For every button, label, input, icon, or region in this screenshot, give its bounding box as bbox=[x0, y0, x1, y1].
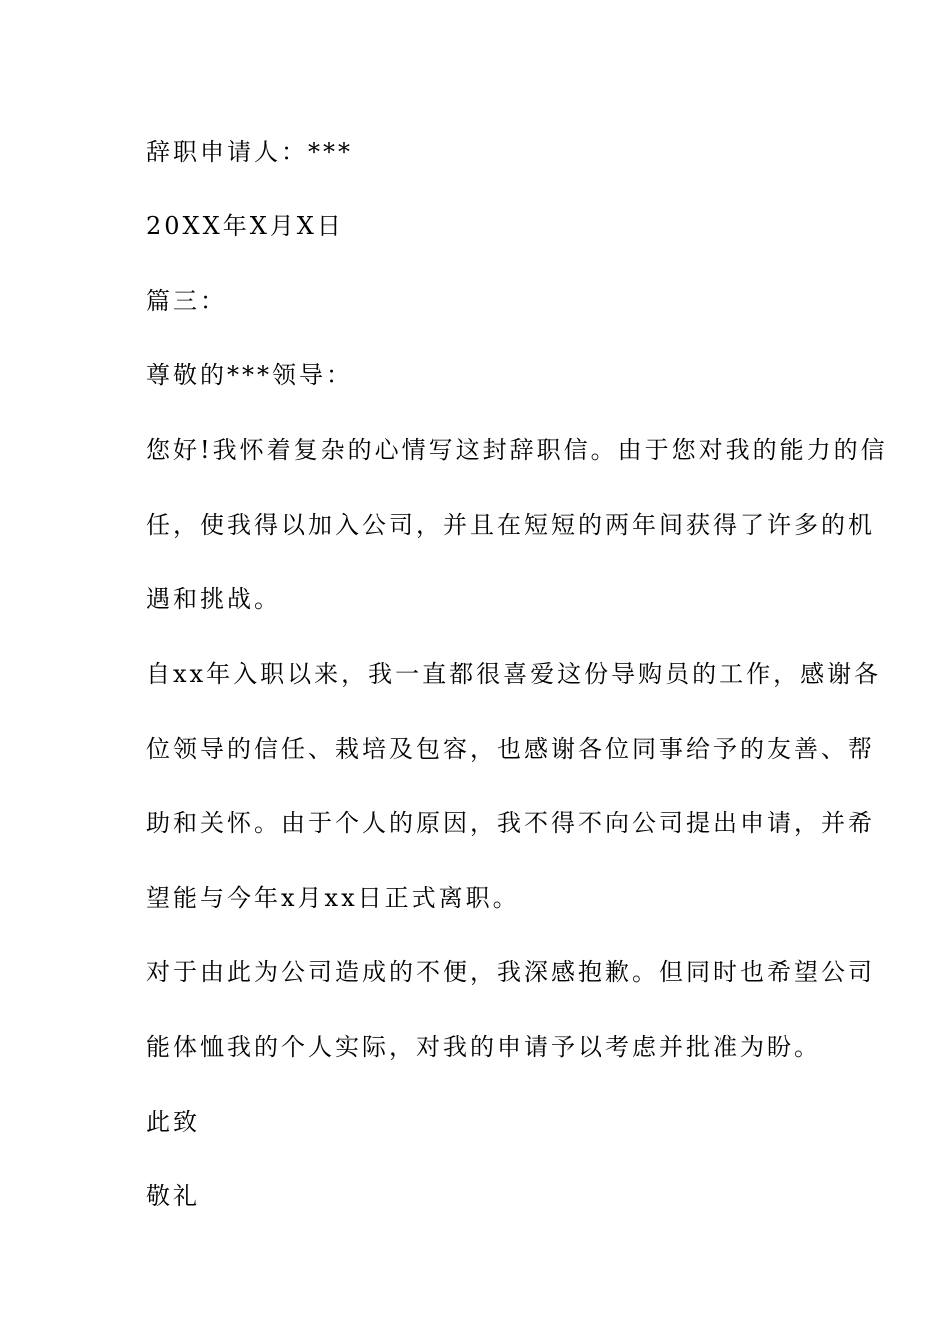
paragraph-2-line-4: 望能与今年x月xx日正式离职。 bbox=[146, 884, 520, 912]
date-line: 20XX年X月X日 bbox=[146, 212, 344, 240]
paragraph-3-line-2: 能体恤我的个人实际，对我的申请予以考虑并批准为盼。 bbox=[146, 1033, 821, 1061]
closing-line-1: 此致 bbox=[146, 1108, 200, 1136]
closing-line-2: 敬礼 bbox=[146, 1182, 200, 1210]
paragraph-3-line-1: 对于由此为公司造成的不便，我深感抱歉。但同时也希望公司 bbox=[146, 958, 875, 986]
paragraph-1-line-2: 任，使我得以加入公司，并且在短短的两年间获得了许多的机 bbox=[146, 511, 875, 539]
paragraph-2-line-1: 自xx年入职以来，我一直都很喜爱这份导购员的工作，感谢各 bbox=[146, 660, 882, 688]
paragraph-2-line-3: 助和关怀。由于个人的原因，我不得不向公司提出申请，并希 bbox=[146, 809, 875, 837]
applicant-signature-line: 辞职申请人：*** bbox=[146, 138, 353, 166]
paragraph-1-line-1: 您好!我怀着复杂的心情写这封辞职信。由于您对我的能力的信 bbox=[146, 436, 888, 464]
salutation: 尊敬的***领导： bbox=[146, 361, 353, 389]
paragraph-1-line-3: 遇和挑战。 bbox=[146, 585, 281, 613]
paragraph-2-line-2: 位领导的信任、栽培及包容，也感谢各位同事给予的友善、帮 bbox=[146, 735, 875, 763]
section-heading: 篇三： bbox=[146, 287, 227, 315]
